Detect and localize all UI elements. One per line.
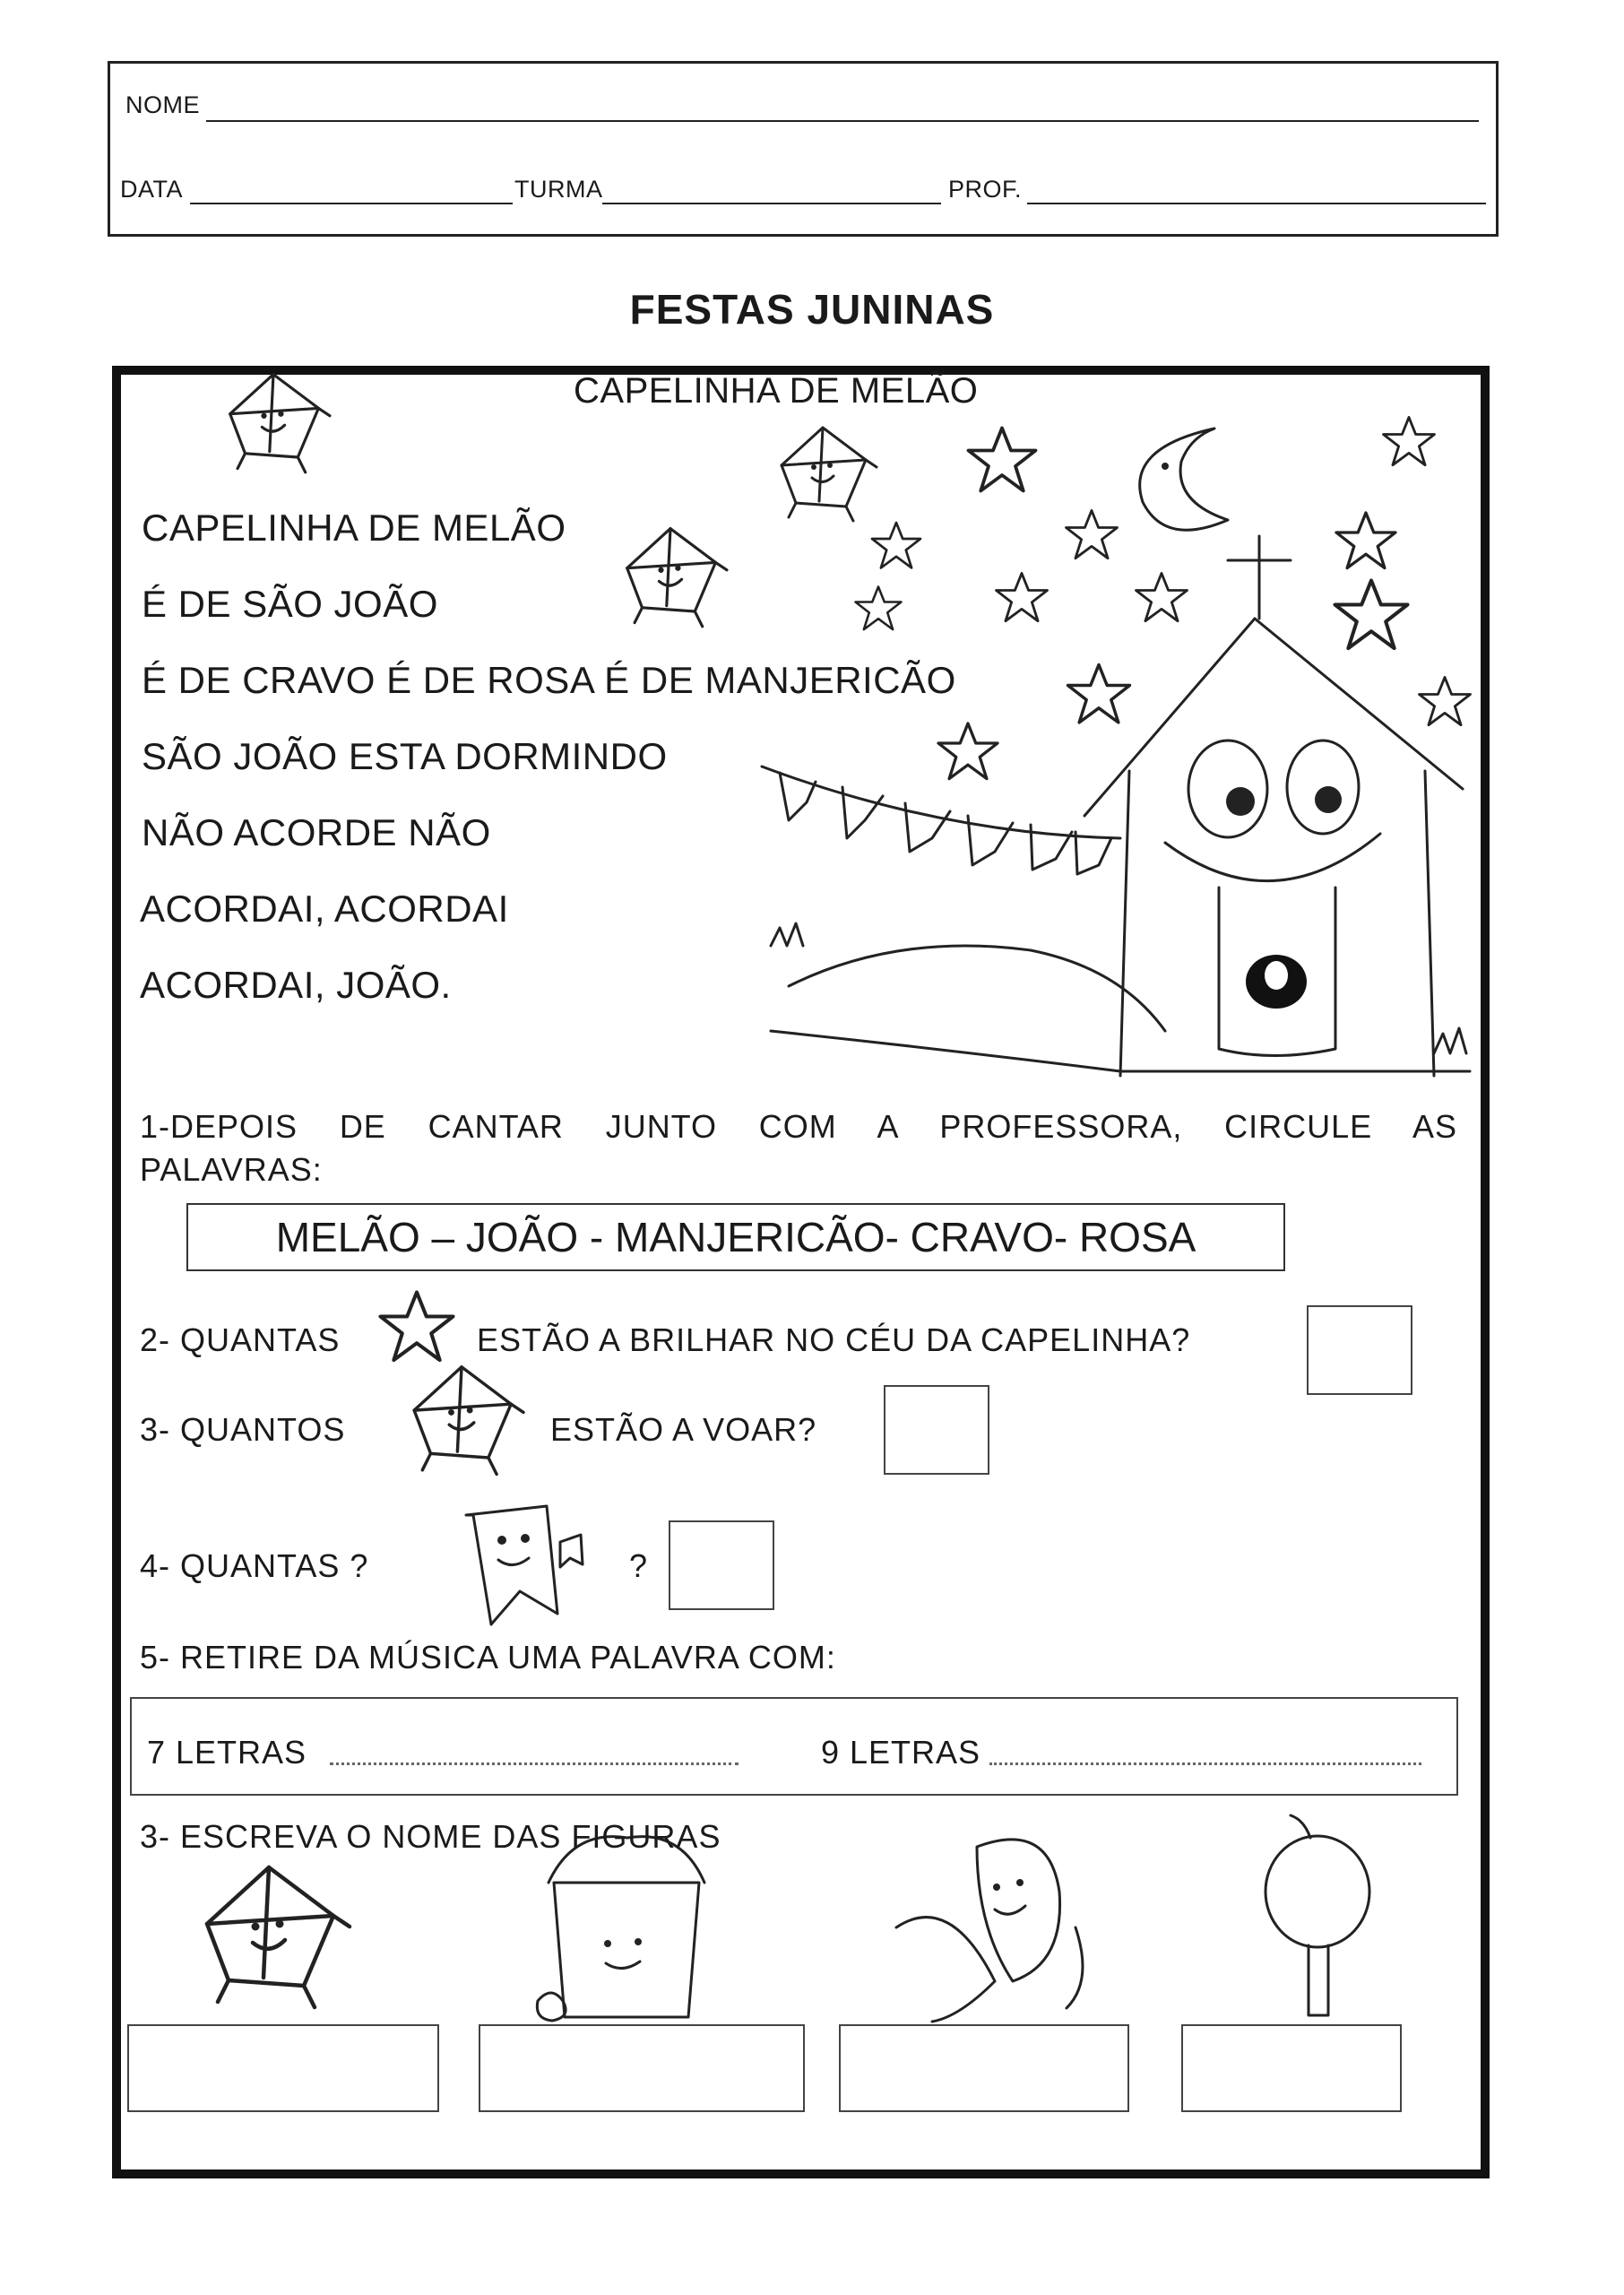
- seven-letters-label: 7 LETRAS: [147, 1734, 307, 1771]
- song-line: É DE SÃO JOÃO: [142, 583, 438, 625]
- moon-icon: [1140, 429, 1228, 530]
- figure-name-box-kite[interactable]: [127, 2024, 439, 2112]
- figure-name-box-corn[interactable]: [839, 2024, 1129, 2112]
- nine-letters-label: 9 LETRAS: [821, 1734, 981, 1771]
- words-to-circle[interactable]: MELÃO – JOÃO - MANJERICÃO- CRAVO- ROSA: [186, 1203, 1285, 1271]
- question-2-suffix: ESTÃO A BRILHAR NO CÉU DA CAPELINHA?: [477, 1321, 1191, 1358]
- apple-icon: [1266, 1815, 1369, 2015]
- star-icon: [1335, 581, 1408, 649]
- question-5: 5- RETIRE DA MÚSICA UMA PALAVRA COM:: [140, 1639, 836, 1676]
- balao-kite-icon: [414, 1367, 523, 1475]
- page-title: FESTAS JUNINAS: [629, 286, 995, 333]
- question-1: 1-DEPOIS DE CANTAR JUNTO COM A PROFESSORA, CIRCULE AS: [140, 1108, 1457, 1145]
- balao-kite-icon: [782, 428, 877, 521]
- song-line: CAPELINHA DE MELÃO: [142, 507, 566, 549]
- chapel-icon: [1084, 536, 1463, 1076]
- balao-kite-icon: [207, 1867, 350, 2007]
- song-line: ACORDAI, ACORDAI: [140, 888, 509, 930]
- nome-label: NOME: [125, 91, 200, 118]
- song-line: NÃO ACORDE NÃO: [142, 811, 491, 853]
- question-4-prefix: 4- QUANTAS ?: [140, 1547, 369, 1584]
- nine-letters-field[interactable]: [989, 1762, 1421, 1765]
- question-4-suffix: ?: [629, 1547, 649, 1584]
- song-line: É DE CRAVO É DE ROSA É DE MANJERICÃO: [142, 659, 956, 701]
- answer-box-q3[interactable]: [884, 1385, 989, 1475]
- star-icon: [1384, 418, 1435, 465]
- star-icon: [872, 523, 920, 567]
- popcorn-icon: [537, 1837, 704, 2021]
- star-icon: [1336, 513, 1395, 568]
- star-icon: [969, 429, 1036, 491]
- star-icon: [1420, 678, 1471, 725]
- star-icon: [1067, 511, 1118, 559]
- star-icon: [938, 723, 998, 779]
- corn-icon: [896, 1840, 1083, 2022]
- figure-name-box-apple[interactable]: [1181, 2024, 1402, 2112]
- question-3-suffix: ESTÃO A VOAR?: [550, 1411, 817, 1448]
- answer-box-q2[interactable]: [1307, 1305, 1412, 1395]
- song-line: ACORDAI, JOÃO.: [140, 964, 452, 1006]
- star-icon: [856, 587, 902, 630]
- letters-box: [130, 1697, 1458, 1796]
- bandeirinha-flag-icon: [762, 766, 1120, 874]
- song-line: SÃO JOÃO ESTA DORMINDO: [142, 735, 668, 777]
- answer-box-q4[interactable]: [669, 1520, 774, 1610]
- prof-label: PROF.: [948, 176, 1023, 203]
- bandeirinha-flag-icon: [466, 1506, 583, 1624]
- balao-kite-icon: [230, 375, 330, 472]
- question-1-cont: PALAVRAS:: [140, 1151, 323, 1188]
- data-label: DATA: [120, 176, 184, 203]
- star-icon: [381, 1293, 454, 1361]
- star-icon: [1136, 574, 1188, 621]
- question-figures: 3- ESCREVA O NOME DAS FIGURAS: [140, 1818, 721, 1855]
- song-title: CAPELINHA DE MELÃO: [574, 371, 979, 411]
- balao-kite-icon: [627, 529, 727, 627]
- turma-label: TURMA: [514, 176, 603, 203]
- figure-name-box-popcorn[interactable]: [479, 2024, 805, 2112]
- seven-letters-field[interactable]: [330, 1762, 739, 1765]
- question-3-prefix: 3- QUANTOS: [140, 1411, 346, 1448]
- star-icon: [1068, 665, 1130, 723]
- question-2-prefix: 2- QUANTAS: [140, 1321, 341, 1358]
- star-icon: [997, 574, 1048, 621]
